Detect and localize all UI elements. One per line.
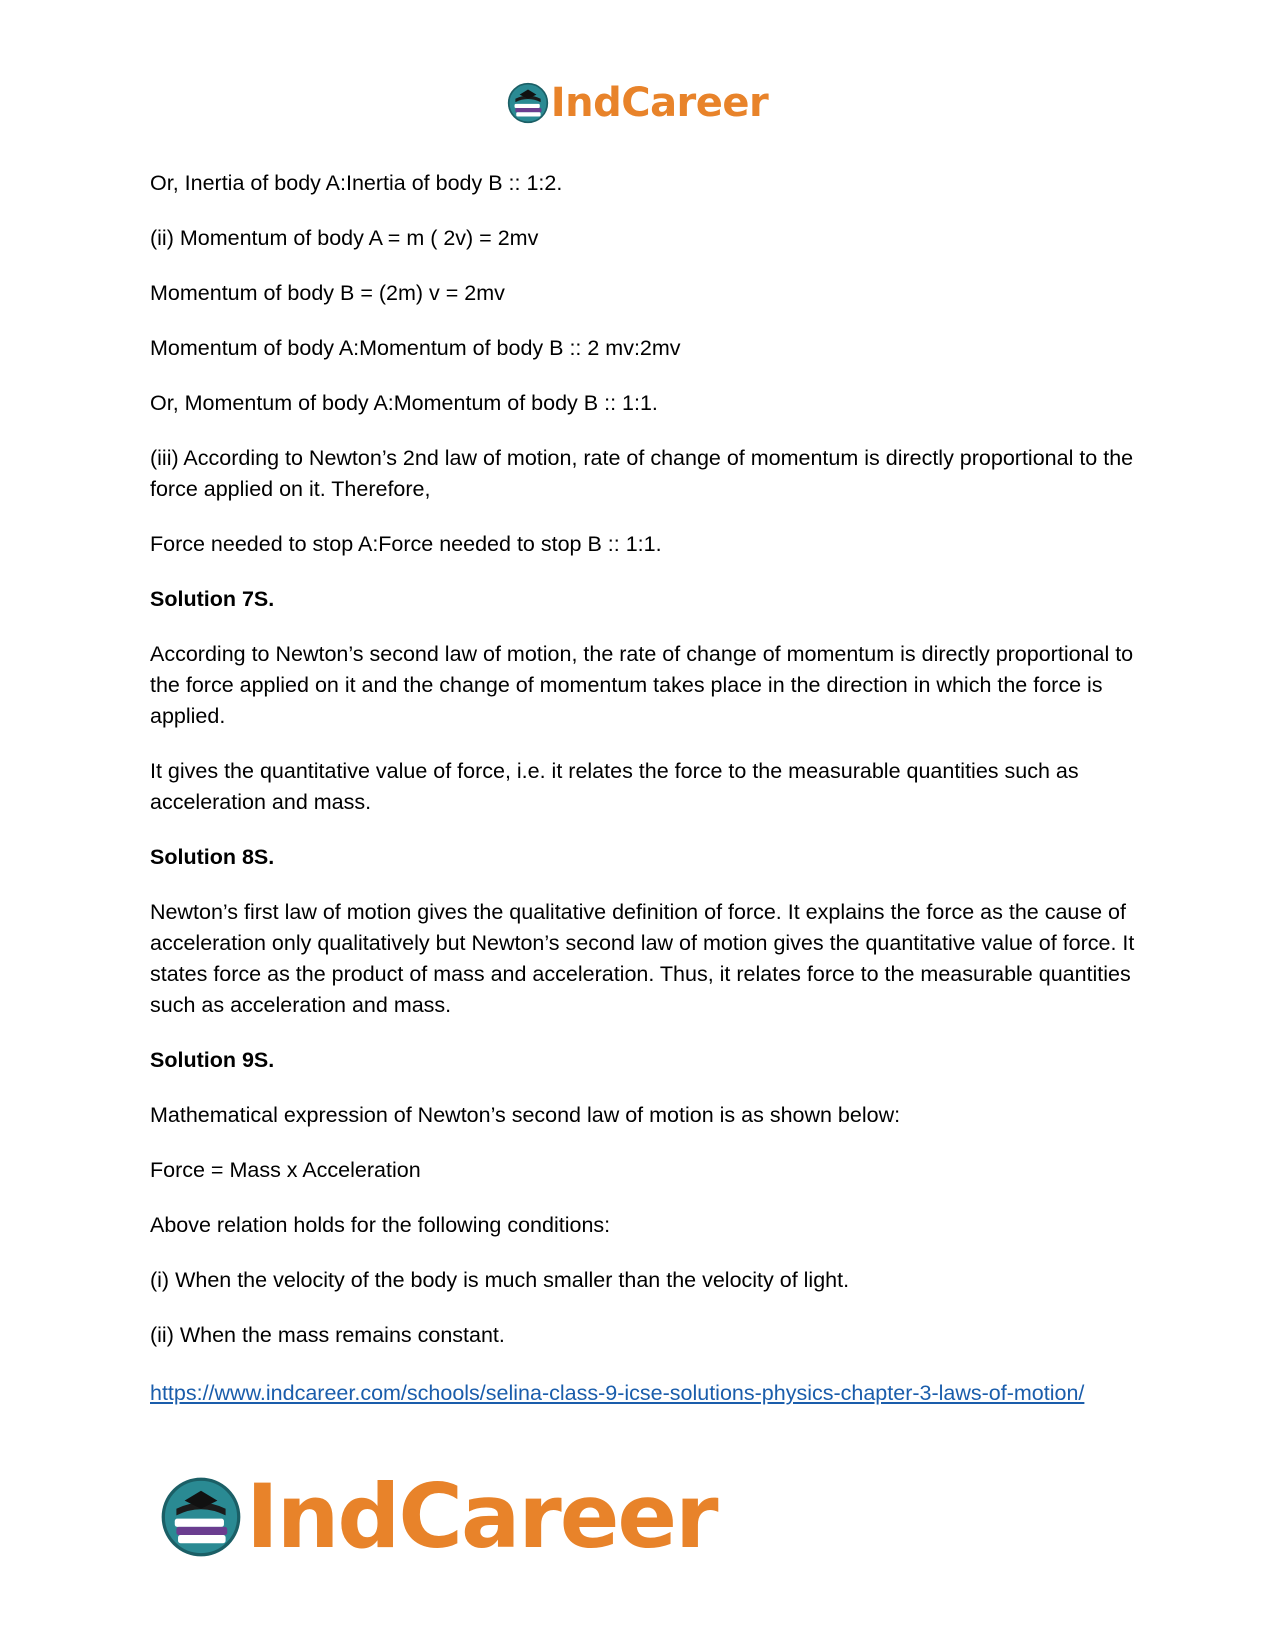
- paragraph-momentum-ratio-simplified: Or, Momentum of body A:Momentum of body B :: 1:1.: [150, 391, 658, 415]
- document-body: [150, 168, 1135, 1411]
- footer-logo-text: IndCareer: [246, 1465, 717, 1568]
- globe-book-icon: [160, 1476, 242, 1558]
- paragraph-solution-8s-body: Newton’s first law of motion gives the qualitative definition of force. It explains the force as the cause of acceleration only qualitatively but Newton’s second law of motion gives the quantitative value of force. It states force as the product of mass and acceleration. Thus, it relates force to the measurable quantities such as acceleration and mass.: [150, 900, 1135, 1017]
- source-link[interactable]: https://www.indcareer.com/schools/selina-class-9-icse-solutions-physics-chapter-3-laws-of-motion/: [150, 1381, 1085, 1405]
- paragraph-force-formula: Force = Mass x Acceleration: [150, 1158, 421, 1182]
- footer-logo: [160, 1465, 717, 1568]
- paragraph-conditions-intro: Above relation holds for the following conditions:: [150, 1213, 611, 1237]
- heading-solution-9s: Solution 9S.: [150, 1048, 275, 1072]
- paragraph-momentum-a: (ii) Momentum of body A = m ( 2v) = 2mv: [150, 226, 539, 250]
- paragraph-momentum-b: Momentum of body B = (2m) v = 2mv: [150, 281, 505, 305]
- heading-solution-8s: Solution 8S.: [150, 845, 275, 869]
- paragraph-solution-7s-quantitative: It gives the quantitative value of force, i.e. it relates the force to the measurable quantities such as acceleration and mass.: [150, 759, 1079, 814]
- paragraph-condition-velocity: (i) When the velocity of the body is much smaller than the velocity of light.: [150, 1268, 850, 1292]
- heading-solution-7s: Solution 7S.: [150, 587, 275, 611]
- paragraph-inertia-ratio: Or, Inertia of body A:Inertia of body B :: 1:2.: [150, 171, 563, 195]
- header-logo-text: IndCareer: [550, 80, 769, 126]
- paragraph-newton-second-law: (iii) According to Newton’s 2nd law of motion, rate of change of momentum is directly proportional to the force applied on it. Therefore,: [150, 446, 1134, 501]
- header-logo: [0, 80, 1275, 126]
- paragraph-condition-mass: (ii) When the mass remains constant.: [150, 1323, 505, 1347]
- paragraph-force-ratio: Force needed to stop A:Force needed to stop B :: 1:1.: [150, 532, 662, 556]
- paragraph-mathematical-expression: Mathematical expression of Newton’s second law of motion is as shown below:: [150, 1103, 901, 1127]
- globe-book-icon: [507, 82, 549, 124]
- paragraph-momentum-ratio: Momentum of body A:Momentum of body B :: 2 mv:2mv: [150, 336, 681, 360]
- paragraph-solution-7s-body: According to Newton’s second law of motion, the rate of change of momentum is directly proportional to the force applied on it and the change of momentum takes place in the direction in which the force is applied.: [150, 642, 1134, 728]
- header-logo-wrap: [507, 80, 769, 126]
